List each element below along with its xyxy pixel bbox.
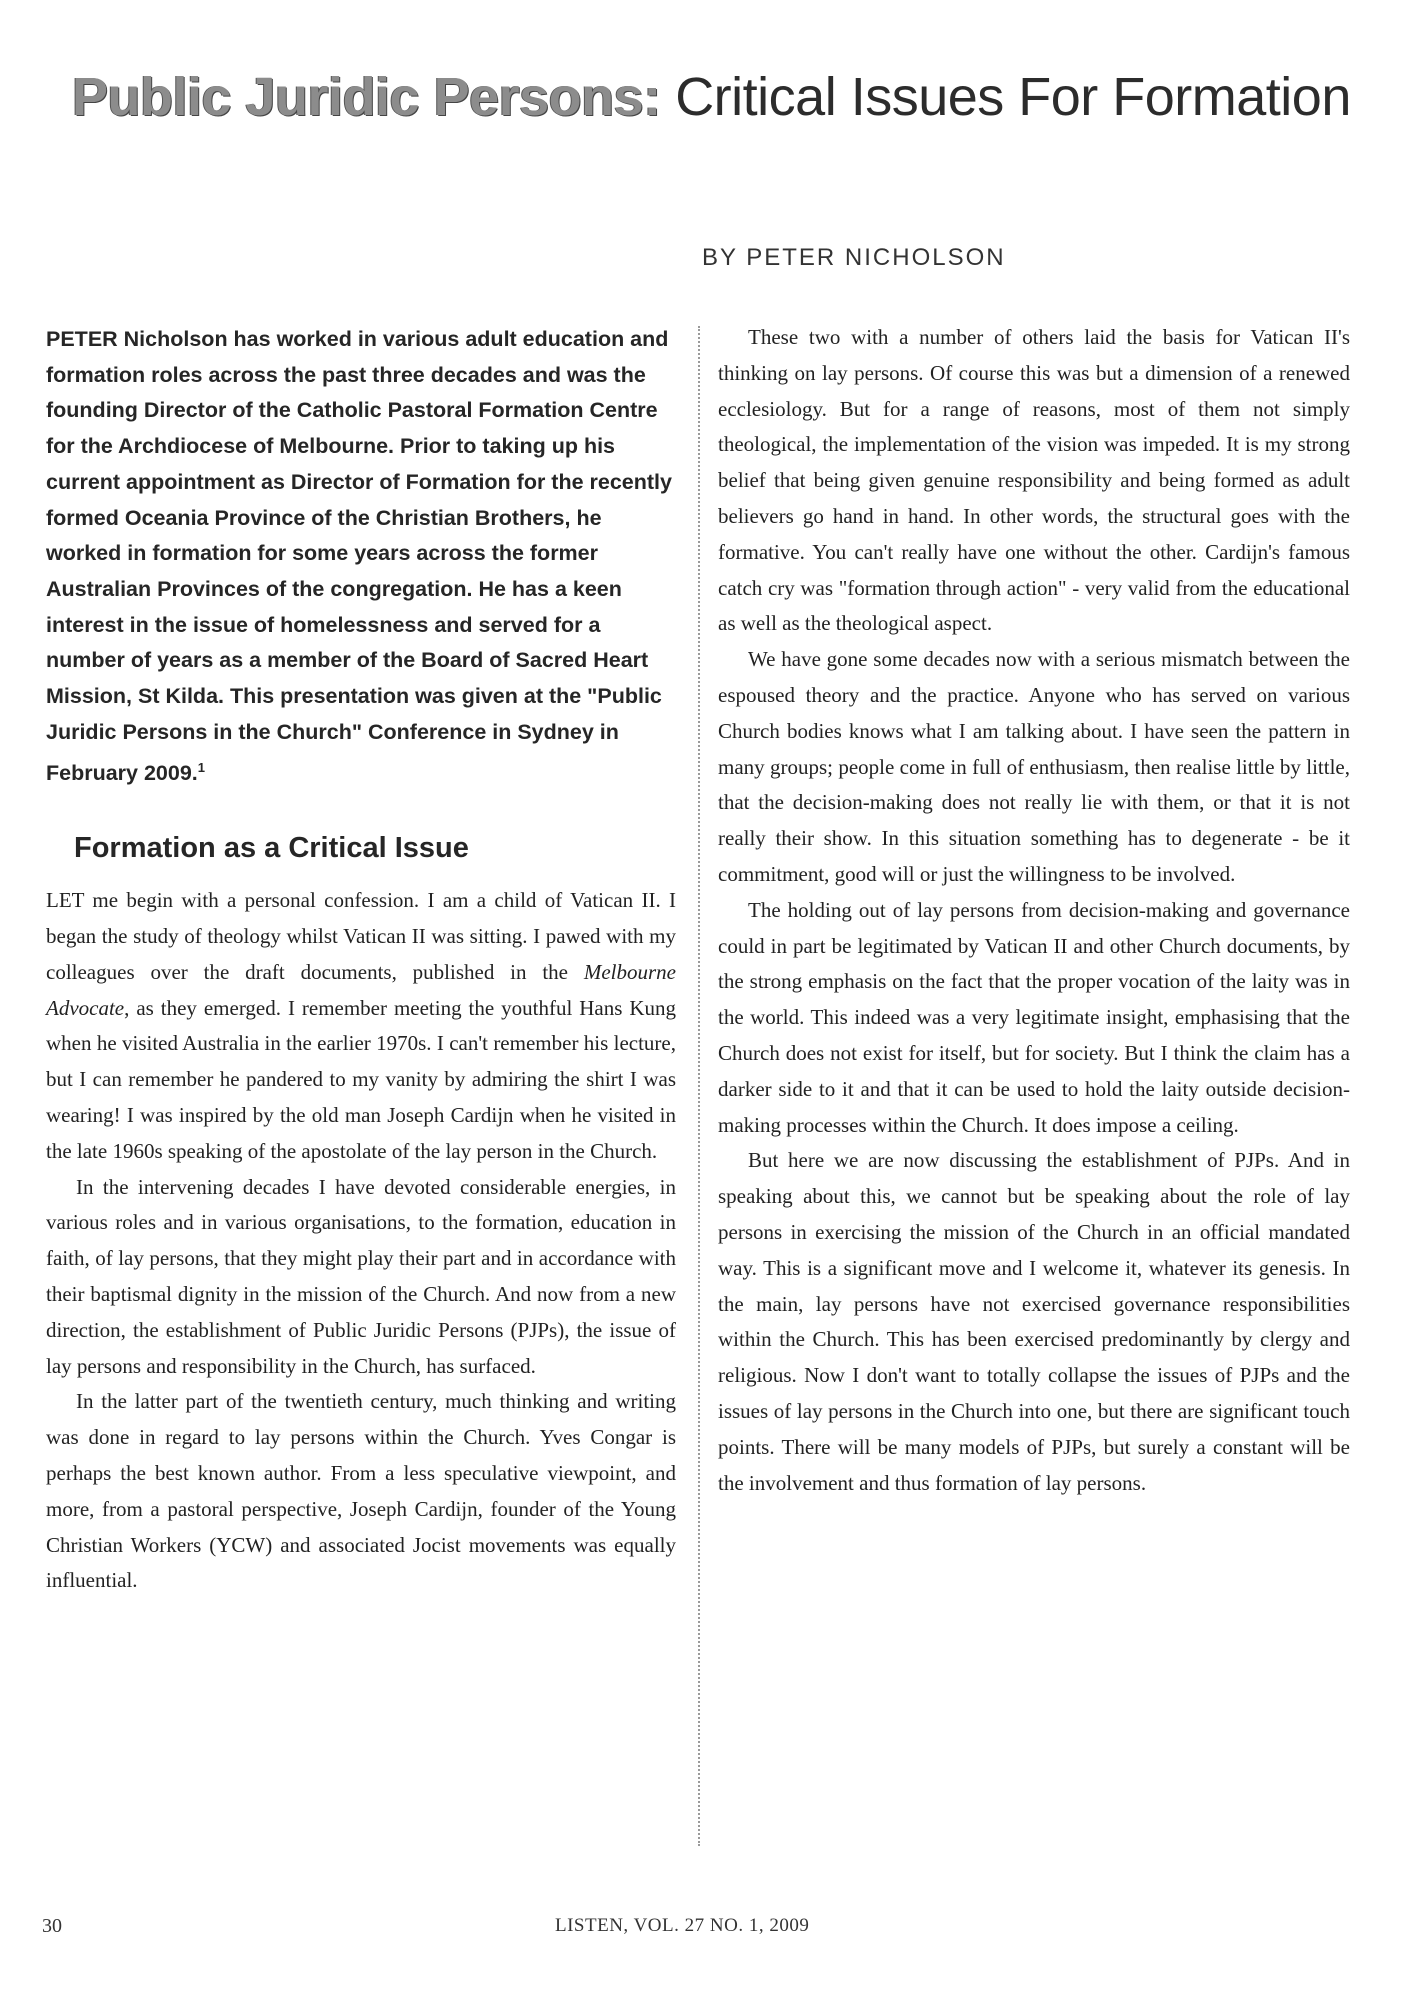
paragraph-text: LET me begin with a personal confession. I am a child of Vatican II. I began the study of theology whilst Vatican II was sitting. I pawed with my colleagues over the draft documents, published in the	[46, 888, 676, 984]
paragraph-text: , as they emerged. I remember meeting the youthful Hans Kung when he visited Australia in the earlier 1970s. I can't remember his lecture, but I can remember he pandered to my vanity by admiring the shirt I was wearing! I was inspired by the old man Joseph Cardijn when he visited in the late 1960s speaking of the apostolate of the lay person in the Church.	[46, 995, 676, 1163]
paragraph	[46, 883, 676, 1169]
paragraph: These two with a number of others laid the basis for Vatican II's thinking on lay persons. Of course this was but a dimension of a renewed ecclesiology. But for a range of reasons, most of them not simply theological, the implementation of the vision was impeded. It is my strong belief that being given genuine responsibility and being formed as adult believers go hand in hand. In other words, the structural goes with the formative. You can't really have one without the other. Cardijn's famous catch cry was "formation through action" - very valid from the educational as well as the theological aspect.	[718, 325, 1350, 636]
right-column	[718, 320, 1350, 1501]
section-heading: Formation as a Critical Issue	[74, 832, 469, 865]
journal-citation: LISTEN, VOL. 27 NO. 1, 2009	[555, 1915, 810, 1936]
paragraph: The holding out of lay persons from decision-making and governance could in part be legitimated by Vatican II and other Church documents, by the strong emphasis on the fact that the proper vocation of the laity was in the world. This indeed was a very legitimate insight, emphasising that the Church does not exist for itself, but for society. But I think the claim has a darker side to it and that it can be used to hold the laity outside decision-making processes within the Church. It does impose a ceiling.	[718, 897, 1350, 1137]
paragraph-text: In the latter part of the twentieth century, much thinking and writing was done in regard to lay persons within the Church. Yves Congar is perhaps the best known author. From a less speculative viewpoint, and more, from a pastoral perspective, Joseph Cardijn, founder of the Young Christian Workers (YCW) and associated Jocist movements was equally influential.	[46, 1389, 676, 1593]
paragraph	[46, 1170, 676, 1385]
byline: BY PETER NICHOLSON	[702, 244, 1006, 271]
author-bio-text: PETER Nicholson has worked in various adult education and formation roles across the past three decades and was the founding Director of the Catholic Pastoral Formation Centre for the Archdiocese of Melbourne. Prior to taking up his current appointment as Director of Formation for the recently formed Oceania Province of the Christian Brothers, he worked in formation for some years across the former Australian Provinces of the congregation. He has a keen interest in the issue of homelessness and served for a number of years as a member of the Board of Sacred Heart Mission, St Kilda. This presentation was given at the "Public Juridic Persons in the Church" Conference in Sydney in February 2009.	[46, 327, 672, 786]
paragraph	[46, 1384, 676, 1599]
title-bold-part: Public Juridic Persons:	[72, 67, 661, 127]
paragraph: We have gone some decades now with a serious mismatch between the espoused theory and the practice. Anyone who has served on various Church bodies knows what I am talking about. I have seen the pattern in many groups; people come in full of enthusiasm, then realise little by little, that the decision-making does not really lie with them, or that it is not really their show. In this situation something has to degenerate - be it commitment, good will or just the willingness to be involved.	[718, 647, 1350, 886]
title-rest-part: Critical Issues For Formation	[675, 67, 1351, 127]
page-number: 30	[42, 1915, 62, 1937]
publication-title: Melbourne Advocate	[46, 959, 676, 1020]
left-column	[46, 320, 676, 1599]
author-bio	[46, 320, 676, 792]
article-title	[72, 62, 1372, 132]
paragraph-text: In the intervening decades I have devoted considerable energies, in various roles and in various organisations, to the formation, education in faith, of lay persons, that they might play their part and in accordance with their baptismal dignity in the mission of the Church. And now from a new direction, the establishment of Public Juridic Persons (PJPs), the issue of lay persons and responsibility in the Church, has surfaced.	[46, 1174, 676, 1378]
footnote-marker: 1	[197, 760, 206, 776]
paragraph: But here we are now discussing the establishment of PJPs. And in speaking about this, we cannot but be speaking about the role of lay persons in exercising the mission of the Church in an official mandated way. This is a significant move and I welcome it, whatever its genesis. In the main, lay persons have not exercised governance responsibilities within the Church. This has been exercised predominantly by clergy and religious. Now I don't want to totally collapse the issues of PJPs and the issues of lay persons in the Church into one, but there are significant touch points. There will be many models of PJPs, but surely a constant will be the involvement and thus formation of lay persons.	[718, 1148, 1350, 1495]
column-divider	[698, 326, 700, 1846]
